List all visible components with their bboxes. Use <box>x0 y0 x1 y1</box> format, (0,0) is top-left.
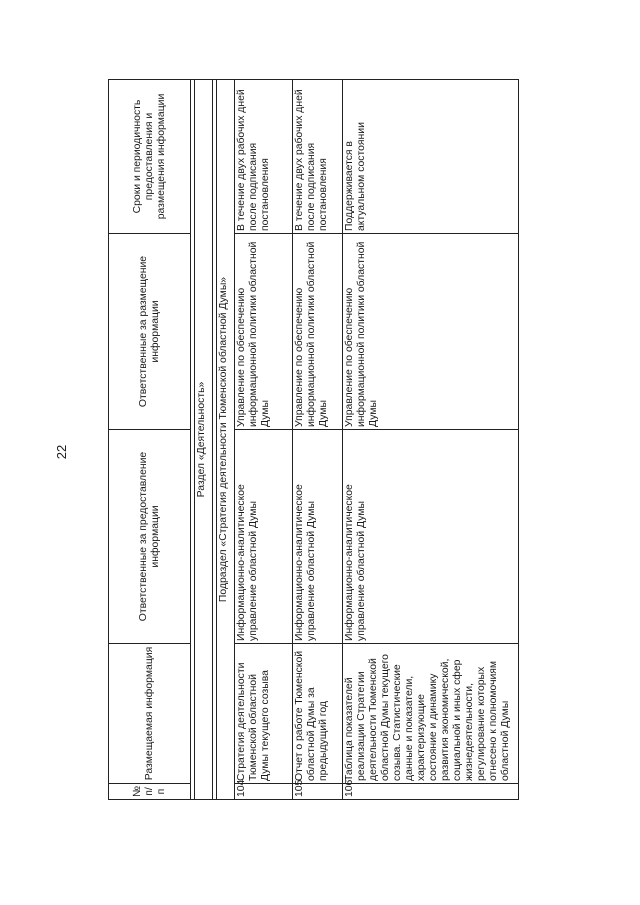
row-number: 105 <box>293 784 343 800</box>
subsection-row <box>217 80 235 800</box>
row-provider: Информационно-аналитическое управление областной Думы <box>235 430 293 644</box>
rotated-table-wrapper <box>108 80 553 800</box>
row-info: Стратегия деятельности Тюменской областной Думы текущего созыва <box>235 644 293 784</box>
table-row <box>293 80 343 800</box>
row-terms: В течение двух рабочих дней после подписания постановления <box>235 80 293 234</box>
header-provider: Ответственные за предоставление информации <box>109 430 191 644</box>
header-terms: Сроки и периодичность предоставления и размещения информации <box>109 80 191 234</box>
row-info: Таблица показателей реализации Стратегии деятельности Тюменской областной Думы текущего созыва. Статистические данные и показатели, характеризующие состояние и динамику развития экономической, социальной и иных сфер жизнедеятельности, регулирование которых отнесено к полномочиям областной Думы <box>343 644 519 784</box>
row-number: 104 <box>235 784 293 800</box>
header-num: № п/п <box>109 784 191 800</box>
row-provider: Информационно-аналитическое управление областной Думы <box>343 430 519 644</box>
row-provider: Информационно-аналитическое управление областной Думы <box>293 430 343 644</box>
row-placer: Управление по обеспечению информационной политики областной Думы <box>235 234 293 430</box>
row-placer: Управление по обеспечению информационной политики областной Думы <box>343 234 519 430</box>
header-info: Размещаемая информация <box>109 644 191 784</box>
section-title: Раздел «Деятельность» <box>195 80 213 800</box>
info-table <box>108 79 519 800</box>
row-terms: В течение двух рабочих дней после подписания постановления <box>293 80 343 234</box>
row-number: 106 <box>343 784 519 800</box>
page-number: 22 <box>54 444 69 460</box>
table-row <box>235 80 293 800</box>
header-placer: Ответственные за размещение информации <box>109 234 191 430</box>
section-row <box>195 80 213 800</box>
table-row <box>343 80 519 800</box>
row-terms: Поддерживается в актуальном состоянии <box>343 80 519 234</box>
row-placer: Управление по обеспечению информационной политики областной Думы <box>293 234 343 430</box>
header-row <box>109 80 191 800</box>
subsection-title: Подраздел «Стратегия деятельности Тюменской областной Думы» <box>217 80 235 800</box>
row-info: Отчет о работе Тюменской областной Думы за предыдущий год <box>293 644 343 784</box>
